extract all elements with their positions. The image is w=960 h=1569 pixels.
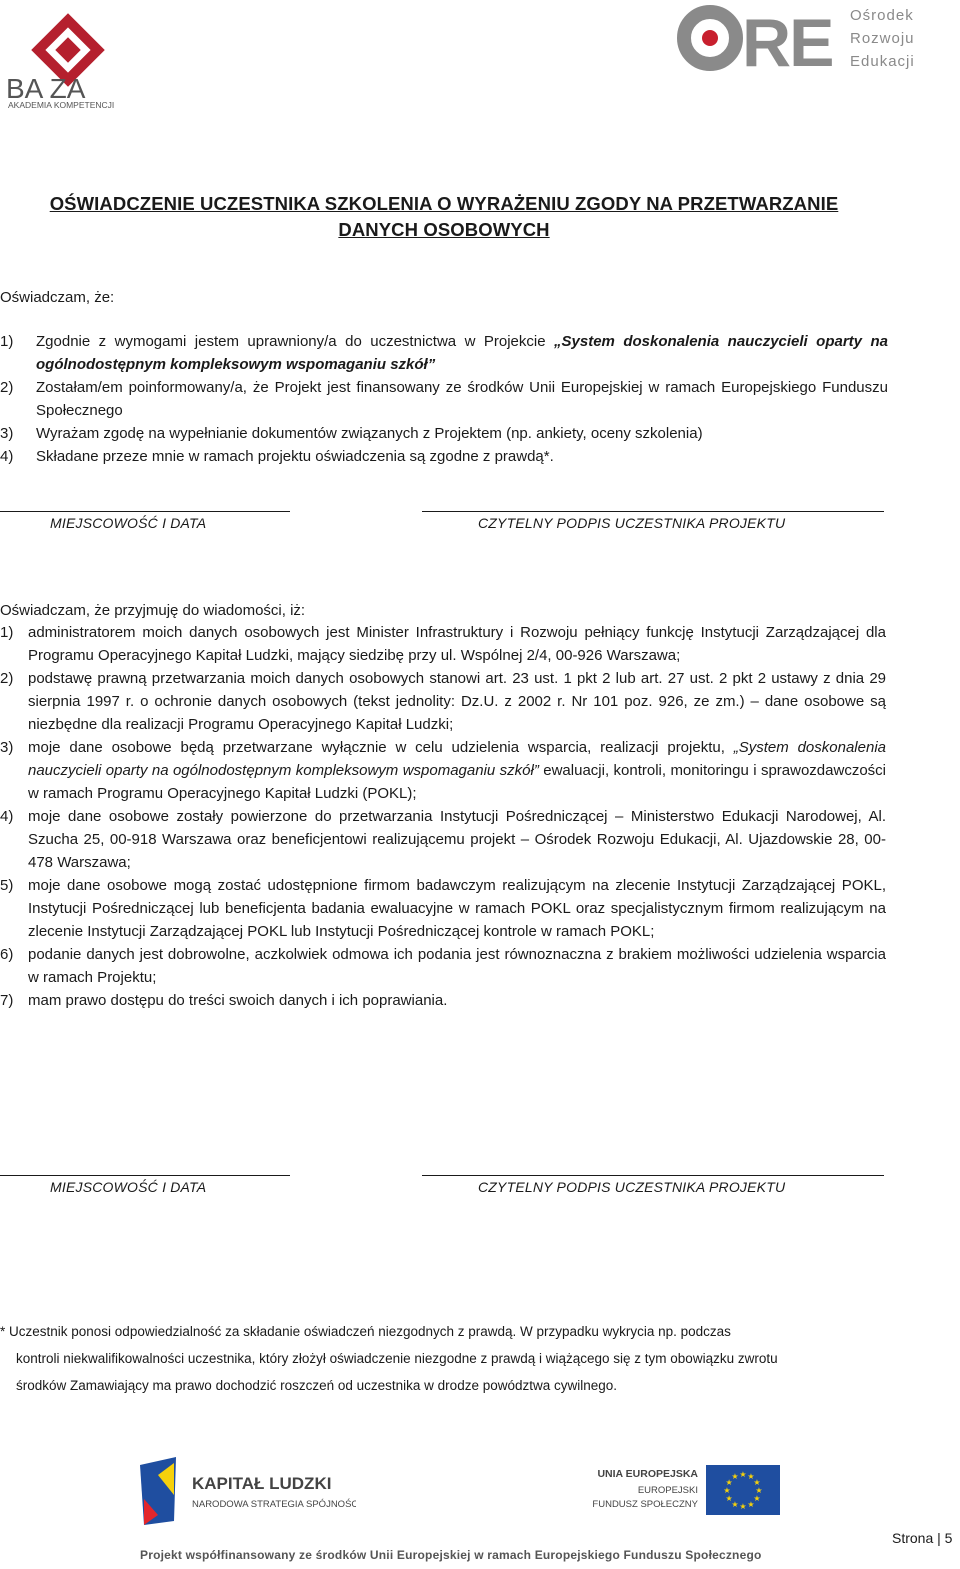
- list-item-text: administratorem moich danych osobowych jest Minister Infrastruktury i Rozwoju pełniący funkcję Instytucji Zarządzającej dla Programu Operacyjnego Kapitał Ludzki, mający siedzibę przy ul. Wspólnej 2/4, 00-926 Warszawa;: [28, 624, 886, 664]
- document-title-line1: OŚWIADCZENIE UCZESTNIKA SZKOLENIA O WYRAŻENIU ZGODY NA PRZETWARZANIE: [49, 193, 839, 214]
- list-item-text: Zostałam/em poinformowany/a, że Projekt jest finansowany ze środków Unii Europejskiej w ramach Europejskiego Funduszu Społecznego: [36, 379, 888, 419]
- list-item: [0, 943, 886, 989]
- kapital-ludzki-logo: [136, 1455, 356, 1527]
- baza-logo-subtext: AKADEMIA KOMPETENCJI: [8, 100, 115, 110]
- ore-line1: Ośrodek: [850, 7, 914, 24]
- list-item: [0, 330, 888, 376]
- footnote-line: kontroli niekwalifikowalności uczestnika, który złożył oświadczenie niezgodne z prawdą i wiążącego się z tym obowiązku zwrotu: [16, 1351, 778, 1366]
- list-item: [0, 667, 886, 736]
- list-item: [0, 445, 888, 468]
- document-title-line2: DANYCH OSOBOWYCH: [338, 219, 550, 240]
- kl-title: KAPITAŁ LUDZKI: [192, 1474, 332, 1493]
- intro2-text: Oświadczam, że przyjmuję do wiadomości, iż:: [0, 602, 306, 619]
- place-date-line: [0, 511, 290, 512]
- list-item-number: 7): [0, 992, 14, 1009]
- declaration-list: [0, 330, 888, 468]
- signature-line: [422, 511, 884, 512]
- signature-label: CZYTELNY PODPIS UCZESTNIKA PROJEKTU: [478, 1179, 786, 1195]
- list-item-number: 1): [0, 333, 14, 350]
- footnote-line: * Uczestnik ponosi odpowiedzialność za składanie oświadczeń niezgodnych z prawdą. W przypadku wykrycia np. podczas: [0, 1324, 731, 1339]
- eu-star: ★: [755, 1486, 763, 1495]
- eu-star: ★: [739, 1470, 747, 1479]
- list-item-text-part: Zgodnie z wymogami jestem uprawniony/a do uczestnictwa w Projekcie: [36, 333, 555, 350]
- eu-star: ★: [725, 1478, 733, 1487]
- signature-line: [422, 1175, 884, 1176]
- eu-star: ★: [731, 1472, 739, 1482]
- list-item-text: [28, 736, 886, 805]
- eu-star: ★: [753, 1478, 761, 1487]
- list-item-text: moje dane osobowe mogą zostać udostępnione firmom badawczym realizującym na zlecenie Instytucji Zarządzającej POKL, Instytucji Pośredniczącej lub beneficjenta badania ewaluacyjne w ramach POKL oraz specjalistycznym firmom realizującym na zlecenie Instytucji Zarządzającej POKL lub Instytucji Pośredniczącej kontrole w ramach POKL;: [28, 877, 886, 940]
- ore-line3: Edukacji: [850, 53, 915, 70]
- ore-line2: Rozwoju: [850, 30, 915, 47]
- baza-logo-text: BA ZA: [6, 73, 86, 104]
- list-item: [0, 736, 886, 805]
- page-number: Strona | 5: [892, 1530, 953, 1546]
- list-item-number: 2): [0, 379, 14, 396]
- list-item-number: 4): [0, 808, 14, 825]
- list-item: [0, 621, 886, 667]
- project-name: „System doskonalenia nauczycieli oparty na ogólnodostępnym kompleksowym wspomaganiu szkół”: [28, 739, 886, 779]
- eu-logo: [582, 1465, 782, 1517]
- eu-line3: FUNDUSZ SPOŁECZNY: [592, 1499, 698, 1510]
- list-item-number: 1): [0, 624, 14, 641]
- list-item-number: 2): [0, 670, 14, 687]
- footnote-line: środków Zamawiający ma prawo dochodzić roszczeń od uczestnika w drodze powództwa cywilnego.: [16, 1378, 618, 1393]
- list-item-text: podstawę prawną przetwarzania moich danych osobowych stanowi art. 23 ust. 1 pkt 2 lub art. 27 ust. 2 pkt 2 ustawy z dnia 29 sierpnia 1997 r. o ochronie danych osobowych (tekst jednolity: Dz.U. z 2002 r. Nr 101 poz. 926, ze zm.) – dane osobowe są niezbędne dla realizacji Programu Operacyjnego Kapitał Ludzki;: [28, 670, 886, 733]
- list-item-text: podanie danych jest dobrowolne, aczkolwiek odmowa ich podania jest równoznaczna z brakiem możliwości udzielenia wsparcia w ramach Projektu;: [28, 946, 886, 986]
- list-item: [0, 989, 886, 1012]
- list-item-text: moje dane osobowe zostały powierzone do przetwarzania Instytucji Pośredniczącej – Ministerstwo Edukacji Narodowej, Al. Szucha 25, 00-918 Warszawa oraz beneficjentowi realizującemu projekt – Ośrodek Rozwoju Edukacji, Al. Ujazdowskie 28, 00-478 Warszawa;: [28, 808, 886, 871]
- eu-star: ★: [747, 1499, 755, 1509]
- eu-star: ★: [747, 1472, 755, 1482]
- eu-star: ★: [723, 1486, 731, 1495]
- intro-text: Oświadczam, że:: [0, 289, 115, 306]
- list-item-text-part: ewaluacji, kontroli, monitoringu i sprawozdawczości w ramach Programu Operacyjnego Kapitał Ludzki (POKL);: [28, 762, 887, 802]
- ore-logo: [672, 2, 960, 74]
- list-item-number: 6): [0, 946, 14, 963]
- svg-text:RE: RE: [742, 5, 833, 74]
- list-item: [0, 805, 886, 874]
- consent-list: [0, 621, 886, 1012]
- eu-star: ★: [739, 1502, 747, 1511]
- project-name: „System doskonalenia nauczycieli oparty na ogólnodostępnym kompleksowym wspomaganiu szkół”: [36, 333, 888, 373]
- list-item-text: [36, 330, 888, 376]
- list-item-text: Wyrażam zgodę na wypełnianie dokumentów związanych z Projektem (np. ankiety, oceny szkolenia): [36, 425, 703, 442]
- footnote: [0, 1318, 886, 1399]
- list-item-text: Składane przeze mnie w ramach projektu oświadczenia są zgodne z prawdą*.: [36, 448, 554, 465]
- signature-label: CZYTELNY PODPIS UCZESTNIKA PROJEKTU: [478, 515, 786, 531]
- list-item-number: 3): [0, 739, 14, 756]
- list-item-text-part: moje dane osobowe będą przetwarzane wyłącznie w celu udzielenia wsparcia, realizacji projektu,: [28, 739, 734, 756]
- cofinancing-banner: Projekt współfinansowany ze środków Unii Europejskiej w ramach Europejskiego Funduszu Społecznego: [140, 1548, 762, 1562]
- list-item-number: 3): [0, 425, 14, 442]
- eu-line1: UNIA EUROPEJSKA: [597, 1468, 698, 1480]
- eu-star: ★: [753, 1494, 761, 1503]
- eu-line2: EUROPEJSKI: [637, 1485, 698, 1496]
- place-date-line: [0, 1175, 290, 1176]
- kl-subtitle: NARODOWA STRATEGIA SPÓJNOŚCI: [192, 1499, 356, 1510]
- list-item-text: mam prawo dostępu do treści swoich danych i ich poprawiania.: [28, 992, 448, 1009]
- place-date-label: MIEJSCOWOŚĆ I DATA: [50, 515, 207, 531]
- baza-logo: [4, 6, 124, 110]
- place-date-label: MIEJSCOWOŚĆ I DATA: [50, 1179, 207, 1195]
- list-item-number: 5): [0, 877, 14, 894]
- list-item-number: 4): [0, 448, 14, 465]
- eu-star: ★: [731, 1499, 739, 1509]
- list-item: [0, 422, 888, 445]
- eu-star: ★: [725, 1494, 733, 1503]
- list-item: [0, 874, 886, 943]
- list-item: [0, 376, 888, 422]
